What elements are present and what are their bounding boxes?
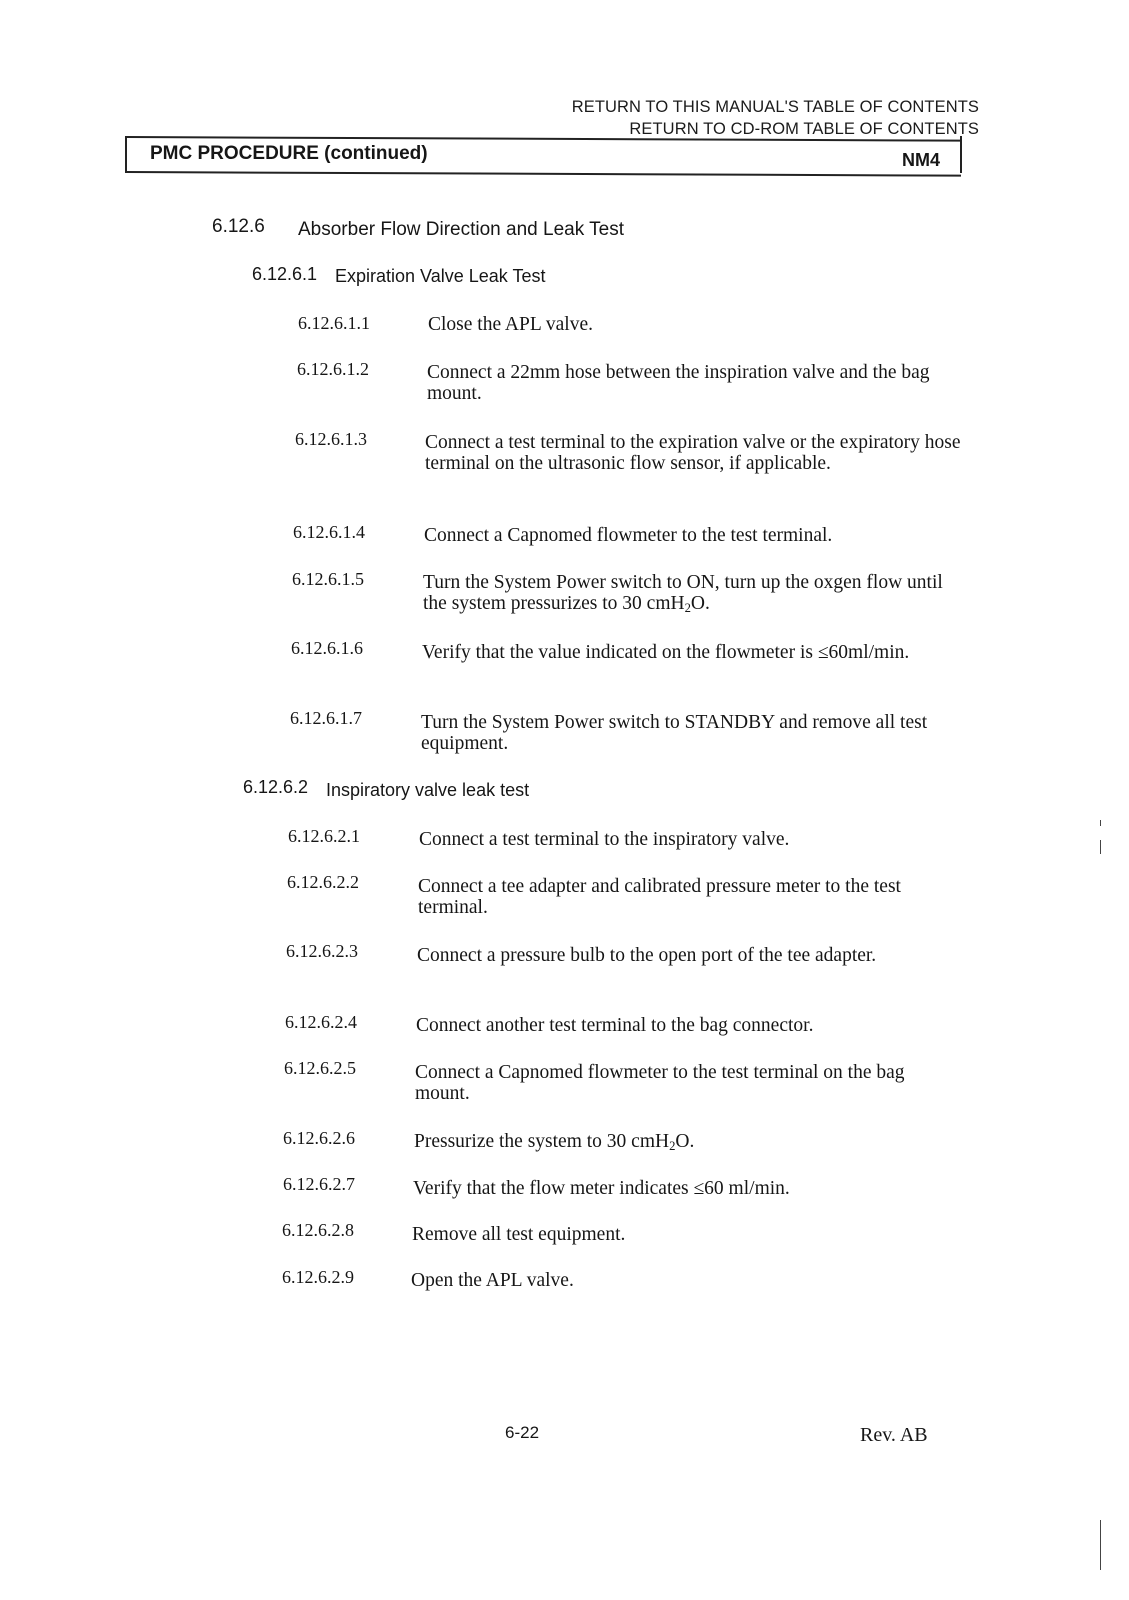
step-number: 6.12.6.2.6 <box>283 1128 355 1148</box>
step-text: Pressurize the system to 30 cmH$_2$O. <box>414 1131 695 1154</box>
step-number: 6.12.6.2.5 <box>284 1058 356 1078</box>
step-number: 6.12.6.2.1 <box>288 826 360 846</box>
step-text: Connect a pressure bulb to the open port of the tee adapter. <box>417 945 877 966</box>
step-text: Connect a 22mm hose between the inspiration valve and the bag mount. <box>427 362 930 404</box>
header-title: PMC PROCEDURE (continued) <box>150 143 428 164</box>
header-code: NM4 <box>902 150 941 170</box>
revision-label: Rev. AB <box>860 1424 928 1446</box>
step-number: 6.12.6.2.3 <box>286 941 358 961</box>
step-text: Remove all test equipment. <box>412 1224 626 1245</box>
step-number: 6.12.6.2.8 <box>282 1220 354 1240</box>
step-number: 6.12.6.2.4 <box>285 1012 357 1032</box>
step-number: 6.12.6.1.3 <box>295 429 367 449</box>
step-number: 6.12.6.1.1 <box>298 313 370 333</box>
step-number: 6.12.6.1.2 <box>297 359 369 379</box>
step-text: Connect another test terminal to the bag connector. <box>416 1015 814 1036</box>
step-text: Connect a test terminal to the inspiratory valve. <box>419 829 790 850</box>
subsection-title: Expiration Valve Leak Test <box>335 266 546 286</box>
subsection-number: 6.12.6.1 <box>252 264 318 284</box>
manual-toc-link[interactable]: RETURN TO THIS MANUAL'S TABLE OF CONTENTS <box>571 98 979 116</box>
step-text: Connect a tee adapter and calibrated pressure meter to the test terminal. <box>418 876 901 918</box>
page-number: 6-22 <box>505 1423 540 1442</box>
step-text: Verify that the flow meter indicates ≤60 ml/min. <box>413 1178 790 1199</box>
step-text: Connect a Capnomed flowmeter to the test terminal on the bag mount. <box>415 1062 905 1104</box>
section-title: Absorber Flow Direction and Leak Test <box>298 219 624 240</box>
subsection-title: Inspiratory valve leak test <box>326 780 530 800</box>
step-text: Turn the System Power switch to ON, turn up the oxgen flow until the system pressurizes to 30 cmH$_2$O. <box>423 572 943 616</box>
step-number: 6.12.6.2.2 <box>287 872 359 892</box>
subsection-number: 6.12.6.2 <box>243 777 309 797</box>
step-number: 6.12.6.1.4 <box>293 522 365 542</box>
step-text: Connect a test terminal to the expiration valve or the expiratory hose terminal on the ultrasonic flow sensor, if applicable. <box>425 432 961 474</box>
scan-mark <box>1100 1520 1101 1570</box>
section-number: 6.12.6 <box>212 216 265 237</box>
cdrom-toc-link[interactable]: RETURN TO CD-ROM TABLE OF CONTENTS <box>629 120 979 138</box>
step-text: Open the APL valve. <box>411 1270 574 1291</box>
step-number: 6.12.6.1.6 <box>291 638 363 658</box>
step-number: 6.12.6.1.7 <box>290 708 362 728</box>
step-text: Connect a Capnomed flowmeter to the test terminal. <box>424 525 833 546</box>
step-number: 6.12.6.2.7 <box>283 1174 355 1194</box>
scan-mark <box>1100 820 1101 826</box>
scan-mark <box>1100 840 1101 854</box>
step-text: Turn the System Power switch to STANDBY and remove all test equipment. <box>421 712 928 754</box>
step-text: Verify that the value indicated on the flowmeter is ≤60ml/min. <box>422 642 910 663</box>
step-number: 6.12.6.1.5 <box>292 569 364 589</box>
step-text: Close the APL valve. <box>428 314 594 335</box>
step-number: 6.12.6.2.9 <box>282 1267 354 1287</box>
